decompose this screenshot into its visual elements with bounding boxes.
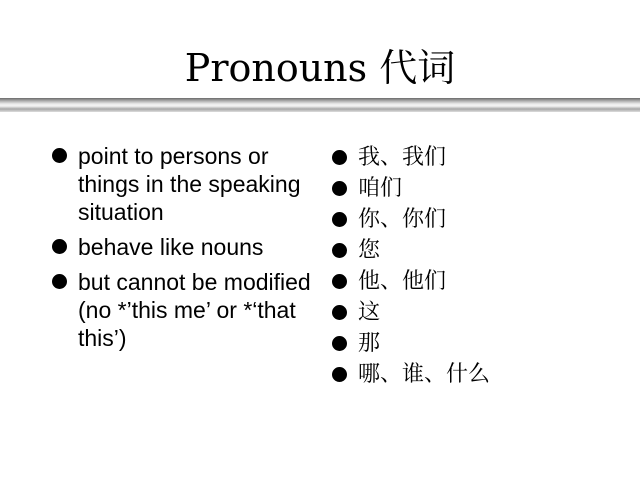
list-item — [332, 359, 622, 390]
bullet-icon — [332, 367, 347, 382]
list-item-text: 我、我们 — [358, 145, 447, 170]
title-divider — [0, 98, 640, 112]
bullet-icon — [332, 305, 347, 320]
bullet-icon — [332, 243, 347, 258]
list-item — [332, 142, 622, 173]
list-item — [52, 233, 322, 261]
bullet-icon — [52, 274, 67, 289]
list-item — [332, 204, 622, 235]
list-item-text: 那 — [358, 331, 381, 356]
list-item — [52, 268, 322, 352]
list-item — [332, 173, 622, 204]
list-item — [332, 297, 622, 328]
bullet-icon — [332, 150, 347, 165]
list-item-text: point to persons or things in the speaking situation — [78, 143, 301, 225]
list-item — [332, 328, 622, 359]
list-item-text: 他、他们 — [358, 269, 447, 294]
list-item — [332, 266, 622, 297]
bullet-icon — [52, 239, 67, 254]
chinese-pronoun-list — [332, 142, 622, 390]
list-item-text: behave like nouns — [78, 234, 264, 260]
bullet-icon — [332, 181, 347, 196]
slide-title: Pronouns 代词 — [184, 46, 456, 90]
bullet-icon — [332, 212, 347, 227]
list-item — [52, 142, 322, 226]
bullet-icon — [332, 274, 347, 289]
list-item-text: but cannot be modified (no *’this me’ or *‘that this’) — [78, 269, 311, 351]
english-bullet-list — [52, 142, 322, 359]
list-item-text: 咱们 — [358, 176, 403, 201]
list-item-text: 你、你们 — [358, 207, 447, 232]
list-item-text: 您 — [358, 238, 381, 263]
bullet-icon — [332, 336, 347, 351]
bullet-icon — [52, 148, 67, 163]
list-item — [332, 235, 622, 266]
list-item-text: 哪、谁、什么 — [358, 362, 491, 387]
list-item-text: 这 — [358, 300, 381, 325]
